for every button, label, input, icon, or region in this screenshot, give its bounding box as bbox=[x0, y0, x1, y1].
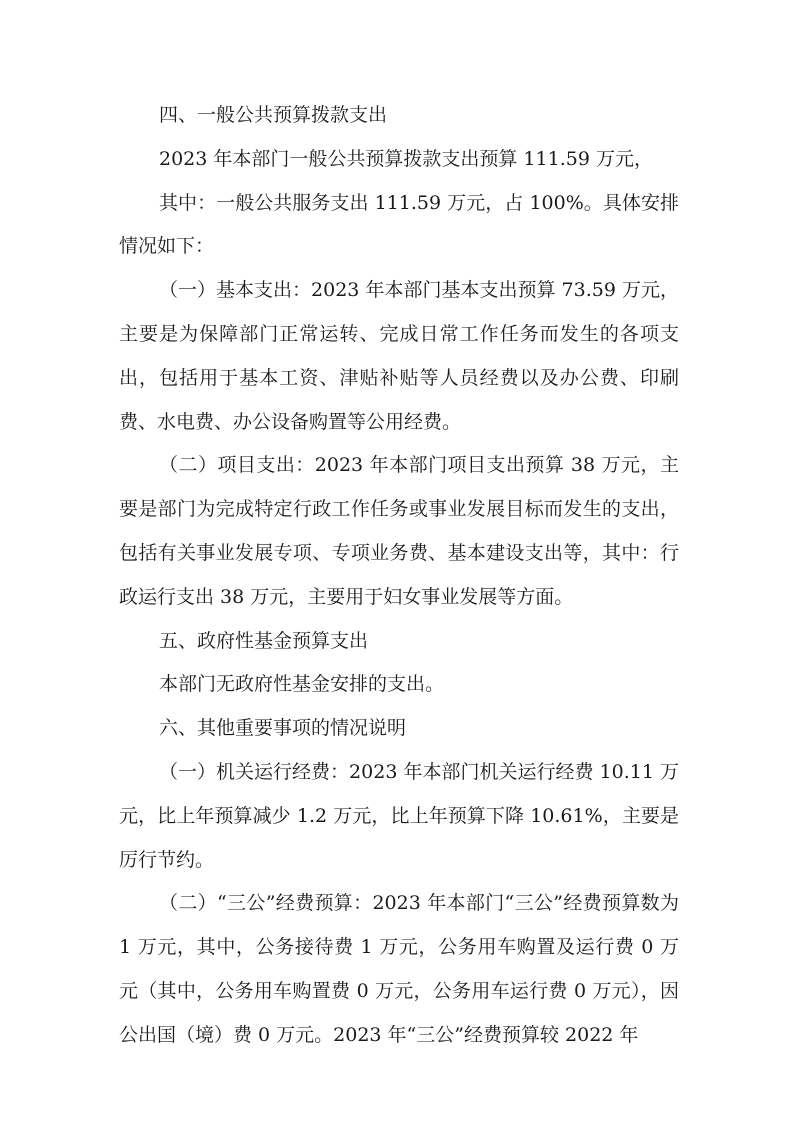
paragraph-government-fund: 本部门无政府性基金安排的支出。 bbox=[159, 673, 445, 696]
document-body bbox=[119, 94, 679, 1058]
paragraph-operating-funds: （一）机关运行经费：2023 年本部门机关运行经费 10.11 万元，比上年预算减少 1.2 万元，比上年预算下降 10.61%，主要是厉行节约。 bbox=[119, 760, 679, 871]
paragraph-budget-total: 2023 年本部门一般公共预算拨款支出预算 111.59 万元， bbox=[159, 147, 653, 170]
paragraph-basic-expenditure: （一）基本支出：2023 年本部门基本支出预算 73.59 万元，主要是为保障部门正常运转、完成日常工作任务而发生的各项支出，包括用于基本工资、津贴补贴等人员经费以及办公费、印刷费、水电费、办公设备购置等公用经费。 bbox=[119, 279, 679, 433]
section-heading-6: 六、其他重要事项的情况说明 bbox=[159, 717, 407, 740]
section-heading-4: 四、一般公共预算拨款支出 bbox=[159, 104, 388, 126]
paragraph-budget-breakdown: 其中：一般公共服务支出 111.59 万元，占 100%。具体安排情况如下： bbox=[119, 191, 679, 258]
section-heading-5: 五、政府性基金预算支出 bbox=[159, 629, 369, 652]
paragraph-project-expenditure: （二）项目支出：2023 年本部门项目支出预算 38 万元，主要是部门为完成特定行政工作任务或事业发展目标而发生的支出，包括有关事业发展专项、专项业务费、基本建设支出等，其中：行政运行支出 38 万元，主要用于妇女事业发展等方面。 bbox=[119, 454, 679, 608]
paragraph-three-public-expenses: （二）“三公”经费预算：2023 年本部门“三公”经费预算数为 1 万元，其中，公务接待费 1 万元，公务用车购置及运行费 0 万元（其中，公务用车购置费 0 万元，公务用车运行费 0 万元），因公出国（境）费 0 万元。2023 年“三公”经费预算较 2022 年 bbox=[119, 892, 679, 1046]
